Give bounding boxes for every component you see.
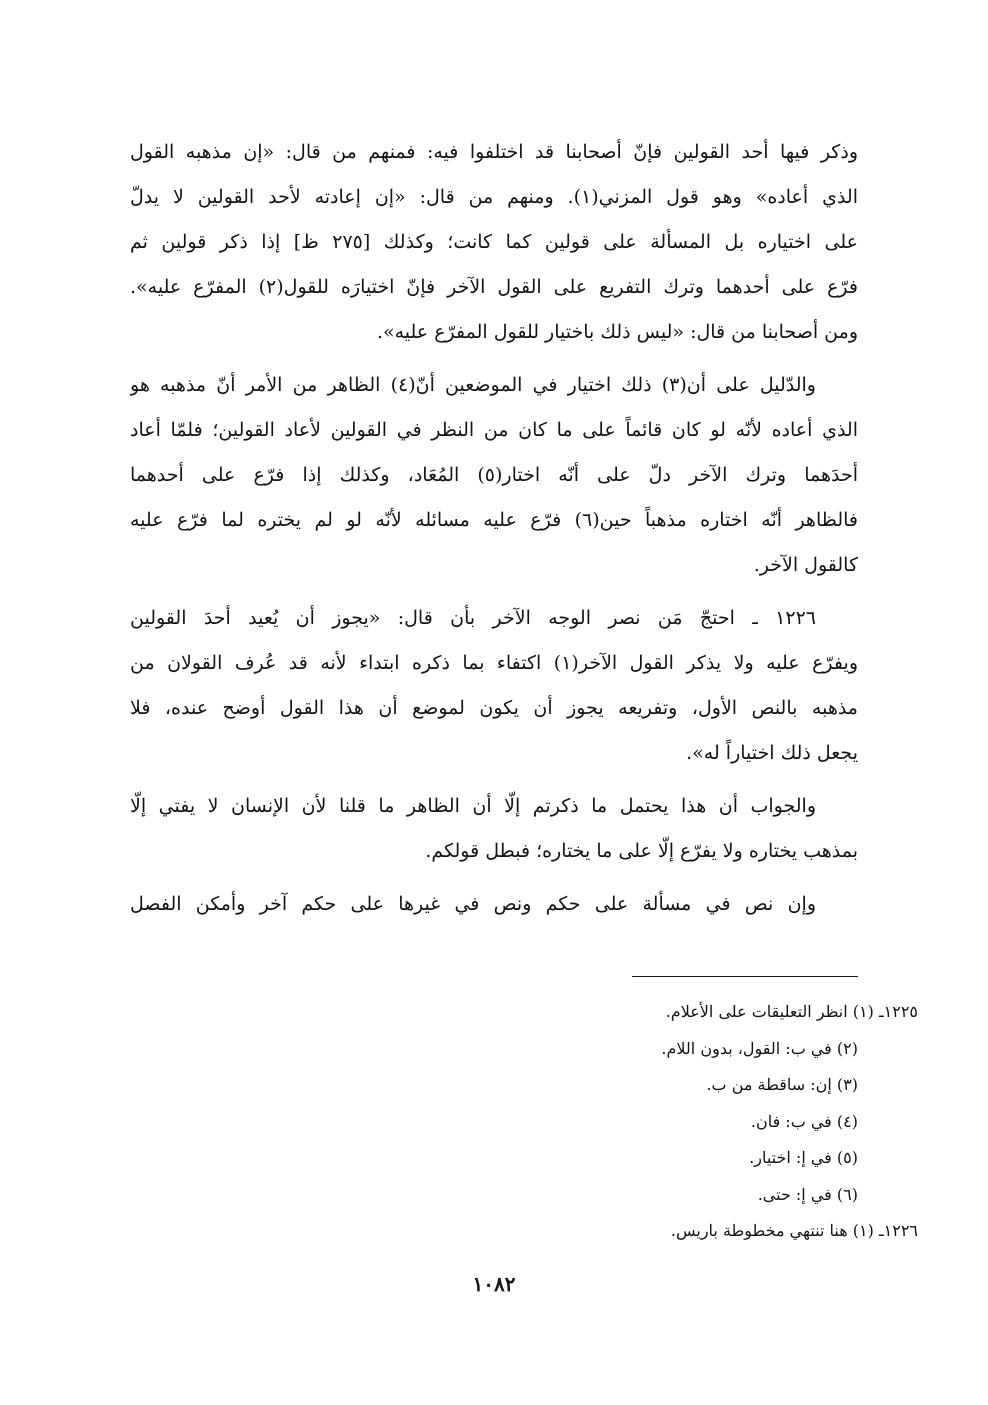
paragraph-gap bbox=[130, 588, 858, 596]
text-line: وإن نص في مسألة على حكم ونص في غيرها على حكم آخر وأمكن الفصل bbox=[130, 893, 816, 915]
text-line: فالظاهر أنّه اختاره مذهباً حين(٦) فرّع عليه مسائله لأنّه لو لم يختره لما فرّع عليه bbox=[130, 509, 858, 531]
paragraph-gap bbox=[130, 776, 858, 784]
footnotes bbox=[358, 994, 918, 1250]
text-line: ومن أصحابنا من قال: «ليس ذلك باختيار للقول المفرّع عليه». bbox=[376, 321, 858, 343]
text-line: ويفرّع عليه ولا يذكر القول الآخر(١) اكتفاء بما ذكره ابتداء لأنه قد عُرف القولان من bbox=[130, 652, 858, 674]
footnote-item: (٤) في ب: فان. bbox=[750, 1111, 858, 1131]
footnote-item: (٥) في إ: اختيار. bbox=[749, 1148, 858, 1167]
text-line: بمذهب يختاره ولا يفرّع إلّا على ما يختاره؛ فبطل قولكم. bbox=[425, 840, 858, 862]
text-line: مذهبه بالنص الأول، وتفريعه يجوز أن يكون لموضع أن هذا القول أوضح عنده، فلا bbox=[130, 697, 858, 719]
paragraph-gap bbox=[130, 874, 858, 882]
text-line: كالقول الآخر. bbox=[753, 554, 858, 576]
text-line: ١٢٢٦ ـ احتجّ مَن نصر الوجه الآخر بأن قال: «يجوز أن يُعيد أحدَ القولين bbox=[130, 607, 816, 629]
text-line: الذي أعاده» وهو قول المزني(١). ومنهم من قال: «إن إعادته لأحد القولين لا يدلّ bbox=[130, 186, 858, 208]
page-number: ١٠٨٢ bbox=[472, 1272, 516, 1296]
footnote-item: (٦) في إ: حتى. bbox=[757, 1184, 858, 1204]
footnote-item: ١٢٢٦ـ (١) هنا تنتهي مخطوطة باريس. bbox=[670, 1221, 918, 1240]
footnote-separator bbox=[632, 976, 858, 977]
text-line: وذكر فيها أحد القولين فإنّ أصحابنا قد اختلفوا فيه: فمنهم من قال: «إن مذهبه القول bbox=[130, 141, 858, 163]
text-line: فرّع على أحدهما وترك التفريع على القول الآخر فإنّ اختيارَه للقول(٢) المفرّع عليه». bbox=[130, 276, 858, 298]
footnote-item: (٢) في ب: القول، بدون اللام. bbox=[661, 1038, 858, 1058]
text-line: والجواب أن هذا يحتمل ما ذكرتم إلّا أن الظاهر ما قلنا لأن الإنسان لا يفتي إلّا bbox=[130, 795, 816, 817]
text-line: والدّليل على أن(٣) ذلك اختيار في الموضعين أنّ(٤) الظاهر من الأمر أنّ مذهبه هو bbox=[130, 374, 816, 396]
footnote-item: ١٢٢٥ـ (١) انظر التعليقات على الأعلام. bbox=[665, 1002, 918, 1021]
footnote-item: (٣) إن: ساقطة من ب. bbox=[706, 1075, 858, 1094]
paragraph-gap bbox=[130, 355, 858, 363]
main-text bbox=[130, 130, 858, 927]
text-line: على اختياره بل المسألة على قولين كما كانت؛ وكذلك [٢٧٥ ظ] إذا ذكر قولين ثم bbox=[130, 231, 858, 253]
text-line: يجعل ذلك اختياراً له». bbox=[686, 742, 858, 764]
text-line: أحدَهما وترك الآخر دلّ على أنّه اختار(٥) المُعَاد، وكذلك إذا فرّع على أحدهما bbox=[130, 464, 858, 486]
text-line: الذي أعاده لأنّه لو كان قائماً على ما كان من النظر في القولين لأعاد القولين؛ فلمّا أعاد bbox=[130, 419, 858, 441]
